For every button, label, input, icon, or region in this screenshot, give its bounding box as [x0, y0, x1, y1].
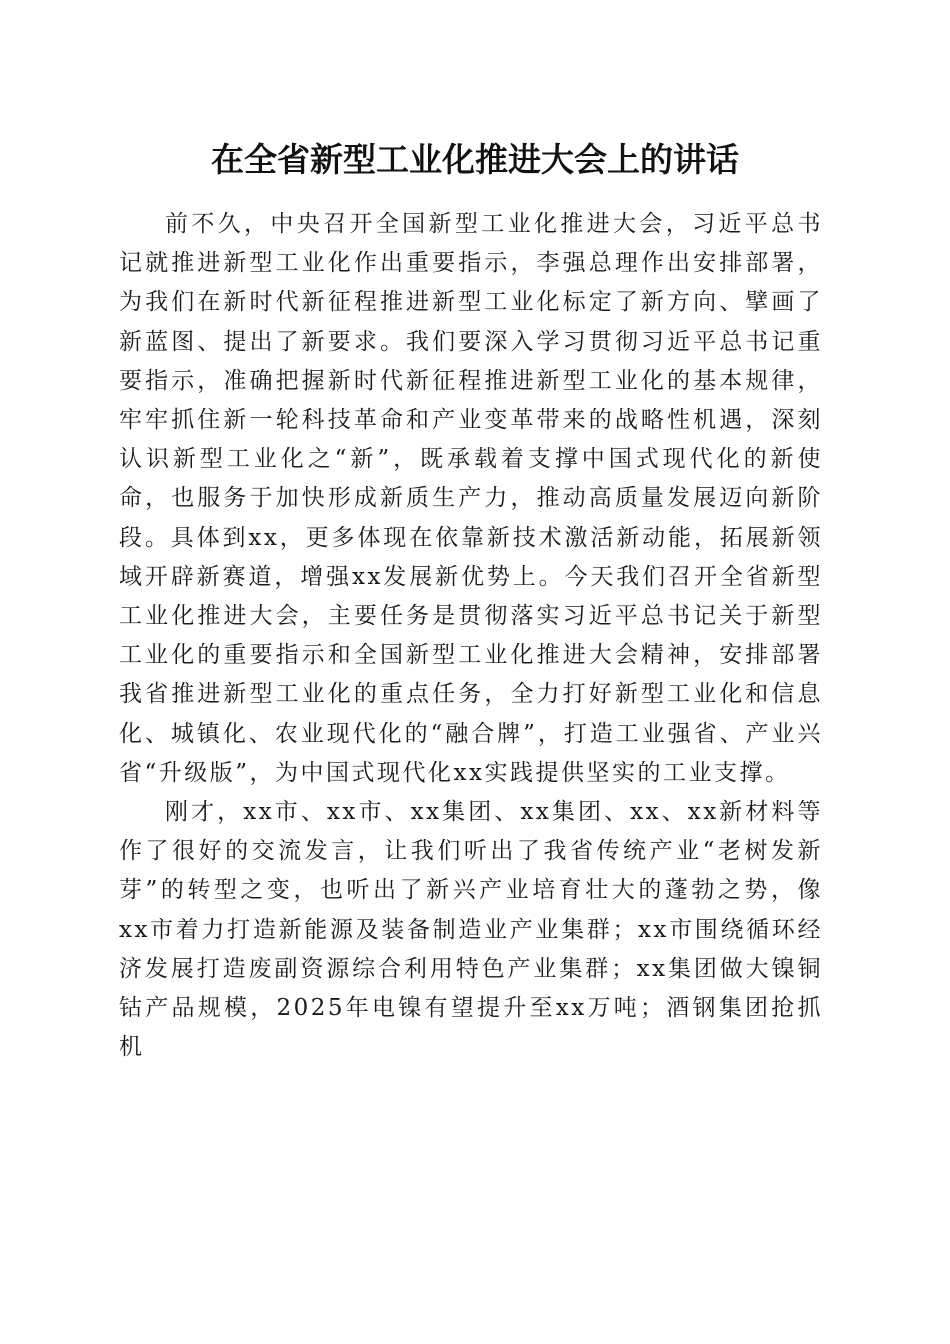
document-title: 在全省新型工业化推进大会上的讲话 — [211, 140, 739, 179]
paragraph: 前不久，中央召开全国新型工业化推进大会，习近平总书记就推进新型工业化作出重要指示，李强总理作出安排部署，为我们在新时代新征程推进新型工业化标定了新方向、擘画了新蓝图、提出了新要求。我们要深入学习贯彻习近平总书记重要指示，准确把握新时代新征程推进新型工业化的基本规律，牢牢抓住新一轮科技革命和产业变革带来的战略性机遇，深刻认识新型工业化之“新”，既承载着支撑中国式现代化的新使命，也服务于加快形成新质生产力，推动高质量发展迈向新阶段。具体到xx，更多体现在依靠新技术激活新动能，拓展新领域开辟新赛道，增强xx发展新优势上。今天我们召开全省新型工业化推进大会，主要任务是贯彻落实习近平总书记关于新型工业化的重要指示和全国新型工业化推进大会精神，安排部署我省推进新型工业化的重点任务，全力打好新型工业化和信息化、城镇化、农业现代化的“融合牌”，打造工业强省、产业兴省“升级版”，为中国式现代化xx实践提供坚实的工业支撑。 — [119, 211, 823, 786]
paragraph: 刚才，xx市、xx市、xx集团、xx集团、xx、xx新材料等作了很好的交流发言，让我们听出了我省传统产业“老树发新芽”的转型之变，也听出了新兴产业培育壮大的蓬勃之势，像xx市着力打造新能源及装备制造业产业集群；xx市围绕循环经济发展打造废副资源综合利用特色产业集群；xx集团做大镍铜钴产品规模，2025年电镍有望提升至xx万吨；酒钢集团抢抓机 — [119, 799, 823, 1061]
document-body — [119, 205, 823, 1067]
